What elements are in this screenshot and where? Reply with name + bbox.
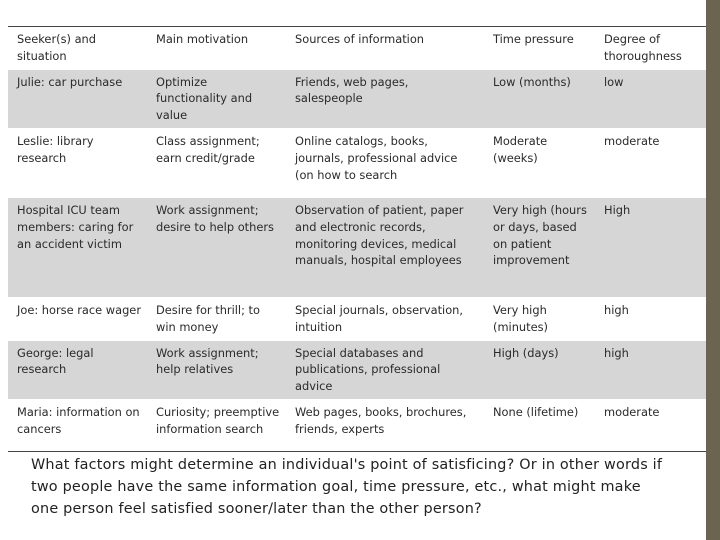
table-cell: Special journals, observation, intuition bbox=[286, 297, 484, 340]
information-seeking-table bbox=[8, 26, 706, 452]
table-cell: Special databases and publications, professional advice bbox=[286, 340, 484, 399]
table-cell: Web pages, books, brochures, friends, experts bbox=[286, 399, 484, 451]
table-cell: Observation of patient, paper and electronic records, monitoring devices, medical manuals, hospital employees bbox=[286, 197, 484, 297]
table-row bbox=[8, 297, 706, 340]
table-cell: Julie: car purchase bbox=[8, 69, 147, 128]
table-cell: High (days) bbox=[484, 340, 595, 399]
table-cell: Joe: horse race wager bbox=[8, 297, 147, 340]
table-cell: Moderate (weeks) bbox=[484, 128, 595, 197]
table-cell: None (lifetime) bbox=[484, 399, 595, 451]
table-row bbox=[8, 197, 706, 297]
header-cell: Time pressure bbox=[484, 27, 595, 70]
table-cell: Optimize functionality and value bbox=[147, 69, 286, 128]
table-cell: moderate bbox=[595, 128, 706, 197]
table-header-row bbox=[8, 27, 706, 70]
table-cell: Very high (hours or days, based on patient improvement bbox=[484, 197, 595, 297]
table-cell: Friends, web pages, salespeople bbox=[286, 69, 484, 128]
table-cell: Desire for thrill; to win money bbox=[147, 297, 286, 340]
table-row bbox=[8, 399, 706, 451]
table-cell: Low (months) bbox=[484, 69, 595, 128]
header-cell: Main motivation bbox=[147, 27, 286, 70]
table-cell: Work assignment; help relatives bbox=[147, 340, 286, 399]
table-cell: moderate bbox=[595, 399, 706, 451]
right-accent-bar bbox=[706, 0, 720, 540]
table-cell: Hospital ICU team members: caring for an accident victim bbox=[8, 197, 147, 297]
table-cell: high bbox=[595, 340, 706, 399]
table-cell: Leslie: library research bbox=[8, 128, 147, 197]
table-row bbox=[8, 128, 706, 197]
table-cell: Class assignment; earn credit/grade bbox=[147, 128, 286, 197]
header-cell: Degree of thoroughness bbox=[595, 27, 706, 70]
header-cell: Seeker(s) and situation bbox=[8, 27, 147, 70]
discussion-question: What factors might determine an individual's point of satisficing? Or in other words if two people have the same information goal, time pressure, etc., what might make one person feel satisfied sooner/later than the other person? bbox=[31, 457, 663, 517]
table-cell: George: legal research bbox=[8, 340, 147, 399]
table-cell: Online catalogs, books, journals, professional advice (on how to search bbox=[286, 128, 484, 197]
table-row bbox=[8, 340, 706, 399]
table-cell: Curiosity; preemptive information search bbox=[147, 399, 286, 451]
table-cell: Very high (minutes) bbox=[484, 297, 595, 340]
table-cell: Work assignment; desire to help others bbox=[147, 197, 286, 297]
information-seeking-table-container bbox=[8, 26, 706, 452]
table-cell: High bbox=[595, 197, 706, 297]
table-row bbox=[8, 69, 706, 128]
table-cell: high bbox=[595, 297, 706, 340]
table-cell: Maria: information on cancers bbox=[8, 399, 147, 451]
header-cell: Sources of information bbox=[286, 27, 484, 70]
table-cell: low bbox=[595, 69, 706, 128]
